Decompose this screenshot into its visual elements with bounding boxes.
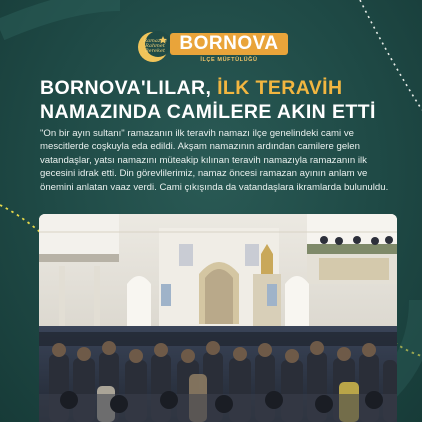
brand-name-box xyxy=(170,33,288,55)
brand-name: BORNOVA xyxy=(179,33,279,54)
article-body: "On bir ayın sultanı" ramazanın ilk teravih namazı ilçe genelindeki cami ve mescitlerde coşkuyla eda edildi. Akşam namazının ardından camilere gelen vatandaşlar, yatsı namazını müteakip kılınan teravih namazıyla ramazanın ilk gecesini idrak etti. Din görevlilerimiz, namaz öncesi ramazan ayının anlam ve önemini anlatan vaaz verdi. Cami çıkışında da vatandaşlara ikramlarda bulunuldu. xyxy=(40,128,389,193)
headline-part2: NAMAZINDA CAMİLERE AKIN ETTİ xyxy=(40,101,376,123)
headline xyxy=(40,76,382,124)
brand-logo xyxy=(136,30,288,64)
mosque-interior-photo xyxy=(39,214,397,422)
brand-subtitle: İLÇE MÜFTÜLÜĞÜ xyxy=(200,57,258,63)
script-logo-text: Ramazan Rahmet Bereket xyxy=(143,38,167,54)
headline-part1: BORNOVA'LILAR, xyxy=(40,77,218,99)
headline-highlight: İLK TERAVİH xyxy=(217,77,343,99)
